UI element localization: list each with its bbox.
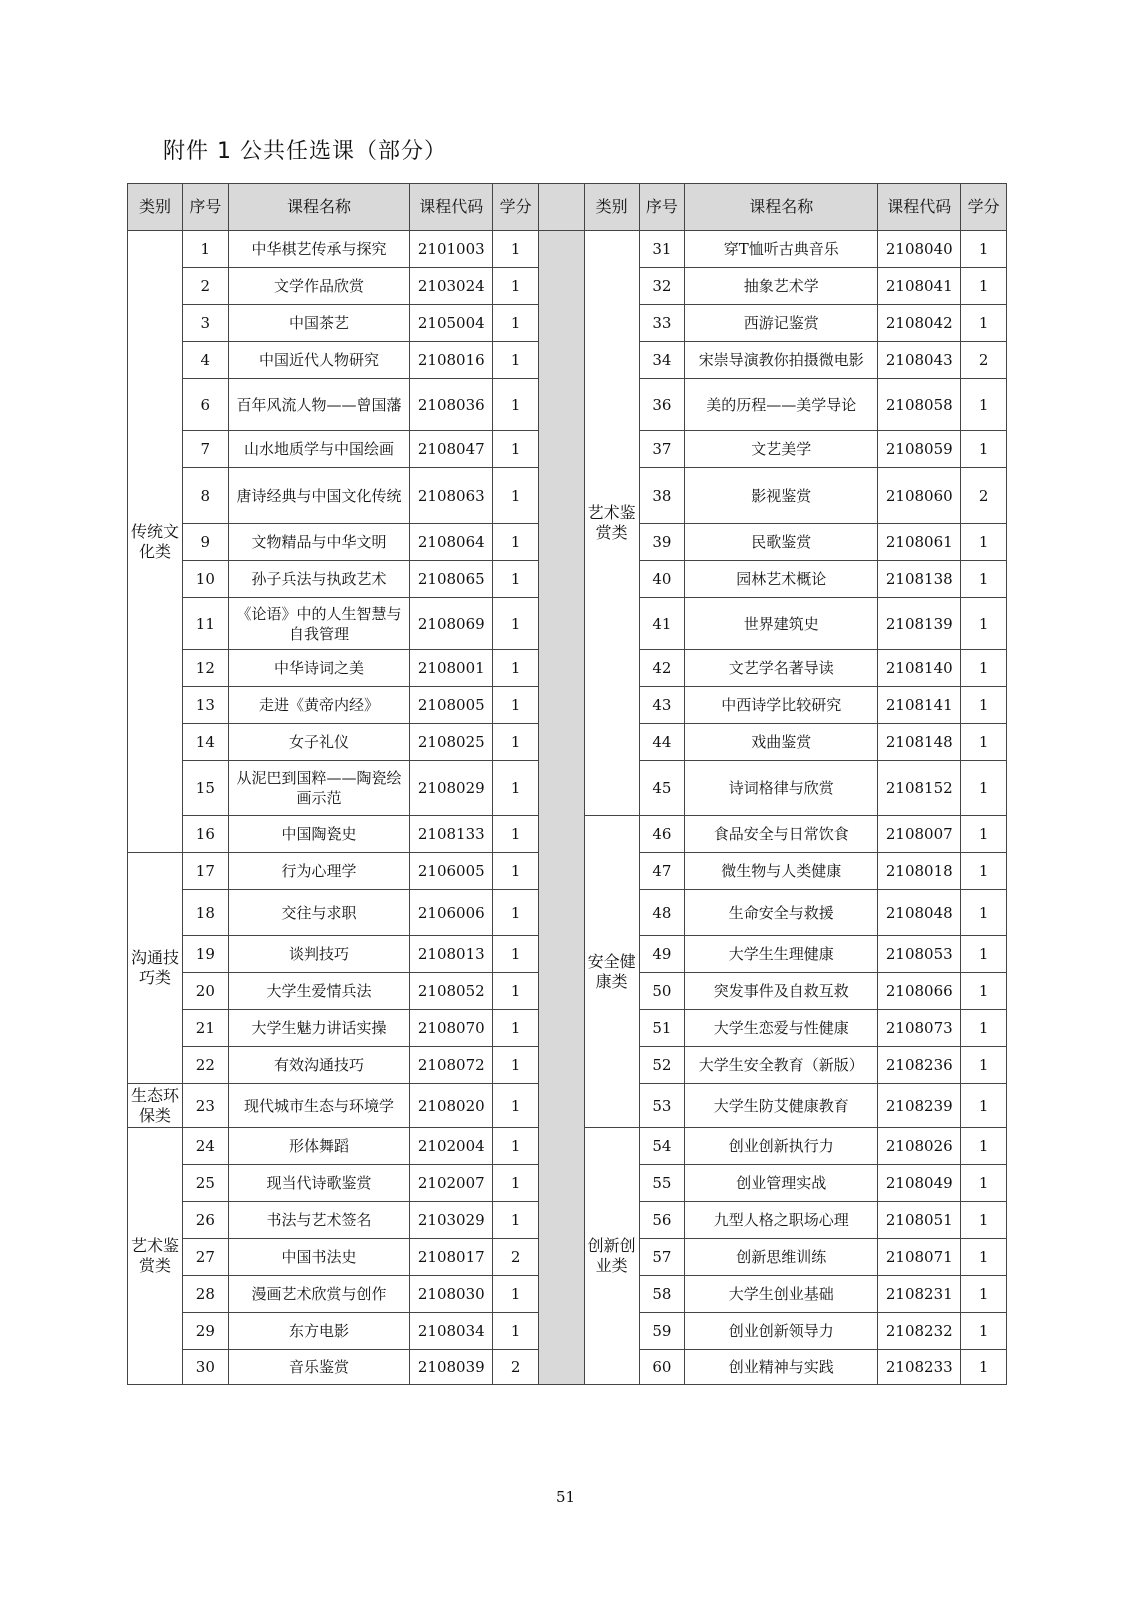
course-code-cell: 2108039 [410,1350,493,1385]
course-code-cell: 2108073 [878,1010,961,1047]
header-credit: 学分 [493,184,539,231]
course-code-cell: 2108148 [878,724,961,761]
course-table [127,183,1007,1385]
seq-cell: 1 [183,231,229,268]
course-code-cell: 2108034 [410,1313,493,1350]
credit-cell: 1 [961,1128,1007,1165]
header-seq: 序号 [183,184,229,231]
category-cell: 传统文化类 [128,231,183,853]
course-name-cell: 创业创新领导力 [685,1313,878,1350]
credit-cell: 1 [961,268,1007,305]
course-name-cell: 大学生爱情兵法 [228,973,410,1010]
seq-cell: 57 [639,1239,685,1276]
credit-cell: 1 [961,1047,1007,1084]
seq-cell: 6 [183,379,229,431]
course-code-cell: 2108141 [878,687,961,724]
course-name-cell: 大学生恋爱与性健康 [685,1010,878,1047]
seq-cell: 14 [183,724,229,761]
course-code-cell: 2108236 [878,1047,961,1084]
seq-cell: 53 [639,1084,685,1128]
course-name-cell: 大学生生理健康 [685,936,878,973]
course-code-cell: 2108070 [410,1010,493,1047]
course-name-cell: 微生物与人类健康 [685,853,878,890]
course-code-cell: 2108018 [878,853,961,890]
seq-cell: 2 [183,268,229,305]
seq-cell: 32 [639,268,685,305]
course-code-cell: 2108048 [878,890,961,936]
course-name-cell: 抽象艺术学 [685,268,878,305]
course-name-cell: 突发事件及自救互救 [685,973,878,1010]
seq-cell: 15 [183,761,229,816]
course-code-cell: 2108063 [410,468,493,524]
course-code-cell: 2108036 [410,379,493,431]
course-name-cell: 园林艺术概论 [685,561,878,598]
course-name-cell: 中国书法史 [228,1239,410,1276]
course-name-cell: 百年风流人物——曾国藩 [228,379,410,431]
course-code-cell: 2108232 [878,1313,961,1350]
credit-cell: 1 [493,561,539,598]
credit-cell: 1 [493,890,539,936]
credit-cell: 1 [961,816,1007,853]
seq-cell: 8 [183,468,229,524]
credit-cell: 1 [493,1276,539,1313]
course-name-cell: 东方电影 [228,1313,410,1350]
credit-cell: 1 [493,650,539,687]
course-code-cell: 2108069 [410,598,493,650]
seq-cell: 13 [183,687,229,724]
seq-cell: 7 [183,431,229,468]
seq-cell: 49 [639,936,685,973]
credit-cell: 1 [961,650,1007,687]
seq-cell: 50 [639,973,685,1010]
course-name-cell: 漫画艺术欣赏与创作 [228,1276,410,1313]
credit-cell: 1 [961,524,1007,561]
course-code-cell: 2108016 [410,342,493,379]
category-cell: 生态环保类 [128,1084,183,1128]
seq-cell: 40 [639,561,685,598]
credit-cell: 1 [493,1165,539,1202]
credit-cell: 1 [493,853,539,890]
course-name-cell: 穿T恤听古典音乐 [685,231,878,268]
course-code-cell: 2108058 [878,379,961,431]
credit-cell: 1 [493,468,539,524]
header-credit: 学分 [961,184,1007,231]
course-name-cell: 诗词格律与欣赏 [685,761,878,816]
credit-cell: 1 [961,853,1007,890]
course-code-cell: 2108231 [878,1276,961,1313]
course-name-cell: 谈判技巧 [228,936,410,973]
credit-cell: 1 [961,1202,1007,1239]
credit-cell: 2 [961,342,1007,379]
seq-cell: 16 [183,816,229,853]
credit-cell: 1 [493,268,539,305]
credit-cell: 1 [961,1350,1007,1385]
credit-cell: 1 [493,1047,539,1084]
course-code-cell: 2103024 [410,268,493,305]
seq-cell: 60 [639,1350,685,1385]
course-code-cell: 2108026 [878,1128,961,1165]
course-name-cell: 影视鉴赏 [685,468,878,524]
course-code-cell: 2108072 [410,1047,493,1084]
course-name-cell: 中国陶瓷史 [228,816,410,853]
course-code-cell: 2108060 [878,468,961,524]
course-code-cell: 2108042 [878,305,961,342]
table-header-row [128,184,1007,231]
category-cell: 沟通技巧类 [128,853,183,1084]
credit-cell: 1 [961,1084,1007,1128]
course-code-cell: 2108029 [410,761,493,816]
seq-cell: 58 [639,1276,685,1313]
course-code-cell: 2108030 [410,1276,493,1313]
seq-cell: 30 [183,1350,229,1385]
course-name-cell: 行为心理学 [228,853,410,890]
seq-cell: 56 [639,1202,685,1239]
seq-cell: 41 [639,598,685,650]
course-code-cell: 2106006 [410,890,493,936]
course-code-cell: 2108065 [410,561,493,598]
course-name-cell: 音乐鉴赏 [228,1350,410,1385]
course-name-cell: 生命安全与救援 [685,890,878,936]
credit-cell: 1 [493,231,539,268]
course-name-cell: 西游记鉴赏 [685,305,878,342]
credit-cell: 1 [493,379,539,431]
course-name-cell: 现当代诗歌鉴赏 [228,1165,410,1202]
course-code-cell: 2108047 [410,431,493,468]
course-name-cell: 戏曲鉴赏 [685,724,878,761]
course-name-cell: 现代城市生态与环境学 [228,1084,410,1128]
course-name-cell: 宋崇导演教你拍摄微电影 [685,342,878,379]
credit-cell: 1 [493,1313,539,1350]
header-category: 类别 [128,184,183,231]
header-course-name: 课程名称 [228,184,410,231]
seq-cell: 17 [183,853,229,890]
credit-cell: 1 [493,816,539,853]
credit-cell: 1 [493,598,539,650]
course-name-cell: 大学生安全教育（新版） [685,1047,878,1084]
credit-cell: 1 [961,561,1007,598]
credit-cell: 1 [961,890,1007,936]
credit-cell: 2 [493,1350,539,1385]
table-row [128,231,1007,268]
course-name-cell: 食品安全与日常饮食 [685,816,878,853]
seq-cell: 47 [639,853,685,890]
course-name-cell: 文学作品欣赏 [228,268,410,305]
course-code-cell: 2105004 [410,305,493,342]
seq-cell: 34 [639,342,685,379]
course-name-cell: 有效沟通技巧 [228,1047,410,1084]
credit-cell: 1 [493,1010,539,1047]
course-code-cell: 2108152 [878,761,961,816]
credit-cell: 1 [961,231,1007,268]
credit-cell: 1 [493,431,539,468]
seq-cell: 27 [183,1239,229,1276]
course-name-cell: 中国近代人物研究 [228,342,410,379]
course-code-cell: 2108066 [878,973,961,1010]
separator-column [538,231,584,1385]
credit-cell: 1 [493,936,539,973]
seq-cell: 10 [183,561,229,598]
seq-cell: 55 [639,1165,685,1202]
course-name-cell: 九型人格之职场心理 [685,1202,878,1239]
seq-cell: 24 [183,1128,229,1165]
credit-cell: 1 [493,342,539,379]
course-code-cell: 2108001 [410,650,493,687]
credit-cell: 1 [961,687,1007,724]
category-cell: 艺术鉴赏类 [584,231,639,816]
course-code-cell: 2108061 [878,524,961,561]
seq-cell: 48 [639,890,685,936]
course-name-cell: 女子礼仪 [228,724,410,761]
seq-cell: 31 [639,231,685,268]
seq-cell: 28 [183,1276,229,1313]
seq-cell: 4 [183,342,229,379]
credit-cell: 1 [493,724,539,761]
seq-cell: 38 [639,468,685,524]
seq-cell: 22 [183,1047,229,1084]
course-code-cell: 2108139 [878,598,961,650]
course-code-cell: 2108049 [878,1165,961,1202]
course-code-cell: 2106005 [410,853,493,890]
credit-cell: 1 [493,687,539,724]
seq-cell: 25 [183,1165,229,1202]
credit-cell: 1 [961,598,1007,650]
credit-cell: 1 [961,1276,1007,1313]
course-name-cell: 创新思维训练 [685,1239,878,1276]
course-code-cell: 2108059 [878,431,961,468]
credit-cell: 1 [961,936,1007,973]
seq-cell: 51 [639,1010,685,1047]
course-code-cell: 2108053 [878,936,961,973]
course-code-cell: 2108025 [410,724,493,761]
course-name-cell: 交往与求职 [228,890,410,936]
course-name-cell: 唐诗经典与中国文化传统 [228,468,410,524]
header-seq: 序号 [639,184,685,231]
course-code-cell: 2108064 [410,524,493,561]
credit-cell: 2 [493,1239,539,1276]
credit-cell: 1 [961,724,1007,761]
seq-cell: 43 [639,687,685,724]
category-cell: 安全健康类 [584,816,639,1128]
course-name-cell: 创业创新执行力 [685,1128,878,1165]
seq-cell: 26 [183,1202,229,1239]
credit-cell: 1 [961,379,1007,431]
credit-cell: 1 [961,1010,1007,1047]
course-name-cell: 中华诗词之美 [228,650,410,687]
course-code-cell: 2108005 [410,687,493,724]
seq-cell: 54 [639,1128,685,1165]
credit-cell: 1 [493,1128,539,1165]
course-code-cell: 2108041 [878,268,961,305]
course-name-cell: 民歌鉴赏 [685,524,878,561]
course-code-cell: 2108133 [410,816,493,853]
course-name-cell: 山水地质学与中国绘画 [228,431,410,468]
course-name-cell: 世界建筑史 [685,598,878,650]
credit-cell: 1 [961,973,1007,1010]
header-course-name: 课程名称 [685,184,878,231]
course-name-cell: 孙子兵法与执政艺术 [228,561,410,598]
course-code-cell: 2108140 [878,650,961,687]
course-name-cell: 创业管理实战 [685,1165,878,1202]
seq-cell: 59 [639,1313,685,1350]
credit-cell: 1 [493,1202,539,1239]
seq-cell: 42 [639,650,685,687]
seq-cell: 3 [183,305,229,342]
course-code-cell: 2108233 [878,1350,961,1385]
course-code-cell: 2108017 [410,1239,493,1276]
seq-cell: 12 [183,650,229,687]
course-name-cell: 美的历程——美学导论 [685,379,878,431]
course-name-cell: 文艺学名著导读 [685,650,878,687]
credit-cell: 1 [961,1239,1007,1276]
course-code-cell: 2108020 [410,1084,493,1128]
seq-cell: 44 [639,724,685,761]
course-name-cell: 中国茶艺 [228,305,410,342]
course-name-cell: 从泥巴到国粹——陶瓷绘画示范 [228,761,410,816]
course-code-cell: 2108138 [878,561,961,598]
seq-cell: 45 [639,761,685,816]
course-name-cell: 中西诗学比较研究 [685,687,878,724]
seq-cell: 36 [639,379,685,431]
seq-cell: 33 [639,305,685,342]
seq-cell: 52 [639,1047,685,1084]
credit-cell: 1 [961,1165,1007,1202]
course-name-cell: 文物精品与中华文明 [228,524,410,561]
credit-cell: 2 [961,468,1007,524]
seq-cell: 39 [639,524,685,561]
credit-cell: 1 [961,1313,1007,1350]
category-cell: 艺术鉴赏类 [128,1128,183,1385]
table-body [128,231,1007,1385]
course-name-cell: 创业精神与实践 [685,1350,878,1385]
course-code-cell: 2101003 [410,231,493,268]
seq-cell: 9 [183,524,229,561]
seq-cell: 46 [639,816,685,853]
course-code-cell: 2108239 [878,1084,961,1128]
credit-cell: 1 [493,524,539,561]
credit-cell: 1 [961,431,1007,468]
course-code-cell: 2108040 [878,231,961,268]
page-title: 附件 1 公共任选课（部分） [163,139,447,164]
seq-cell: 20 [183,973,229,1010]
course-name-cell: 大学生魅力讲话实操 [228,1010,410,1047]
course-code-cell: 2108051 [878,1202,961,1239]
seq-cell: 18 [183,890,229,936]
credit-cell: 1 [961,761,1007,816]
seq-cell: 23 [183,1084,229,1128]
course-code-cell: 2102004 [410,1128,493,1165]
credit-cell: 1 [493,305,539,342]
course-code-cell: 2102007 [410,1165,493,1202]
credit-cell: 1 [961,305,1007,342]
seq-cell: 37 [639,431,685,468]
course-name-cell: 大学生防艾健康教育 [685,1084,878,1128]
course-name-cell: 形体舞蹈 [228,1128,410,1165]
course-name-cell: 走进《黄帝内经》 [228,687,410,724]
course-code-cell: 2108052 [410,973,493,1010]
course-code-cell: 2103029 [410,1202,493,1239]
page-number: 51 [555,1488,576,1506]
course-name-cell: 文艺美学 [685,431,878,468]
header-course-code: 课程代码 [410,184,493,231]
seq-cell: 21 [183,1010,229,1047]
course-name-cell: 书法与艺术签名 [228,1202,410,1239]
seq-cell: 19 [183,936,229,973]
category-cell: 创新创业类 [584,1128,639,1385]
credit-cell: 1 [493,973,539,1010]
credit-cell: 1 [493,1084,539,1128]
header-course-code: 课程代码 [878,184,961,231]
separator-column [538,184,584,231]
course-code-cell: 2108071 [878,1239,961,1276]
course-code-cell: 2108007 [878,816,961,853]
course-code-cell: 2108013 [410,936,493,973]
course-code-cell: 2108043 [878,342,961,379]
course-name-cell: 大学生创业基础 [685,1276,878,1313]
header-category: 类别 [584,184,639,231]
seq-cell: 29 [183,1313,229,1350]
seq-cell: 11 [183,598,229,650]
course-name-cell: 中华棋艺传承与探究 [228,231,410,268]
credit-cell: 1 [493,761,539,816]
course-name-cell: 《论语》中的人生智慧与自我管理 [228,598,410,650]
